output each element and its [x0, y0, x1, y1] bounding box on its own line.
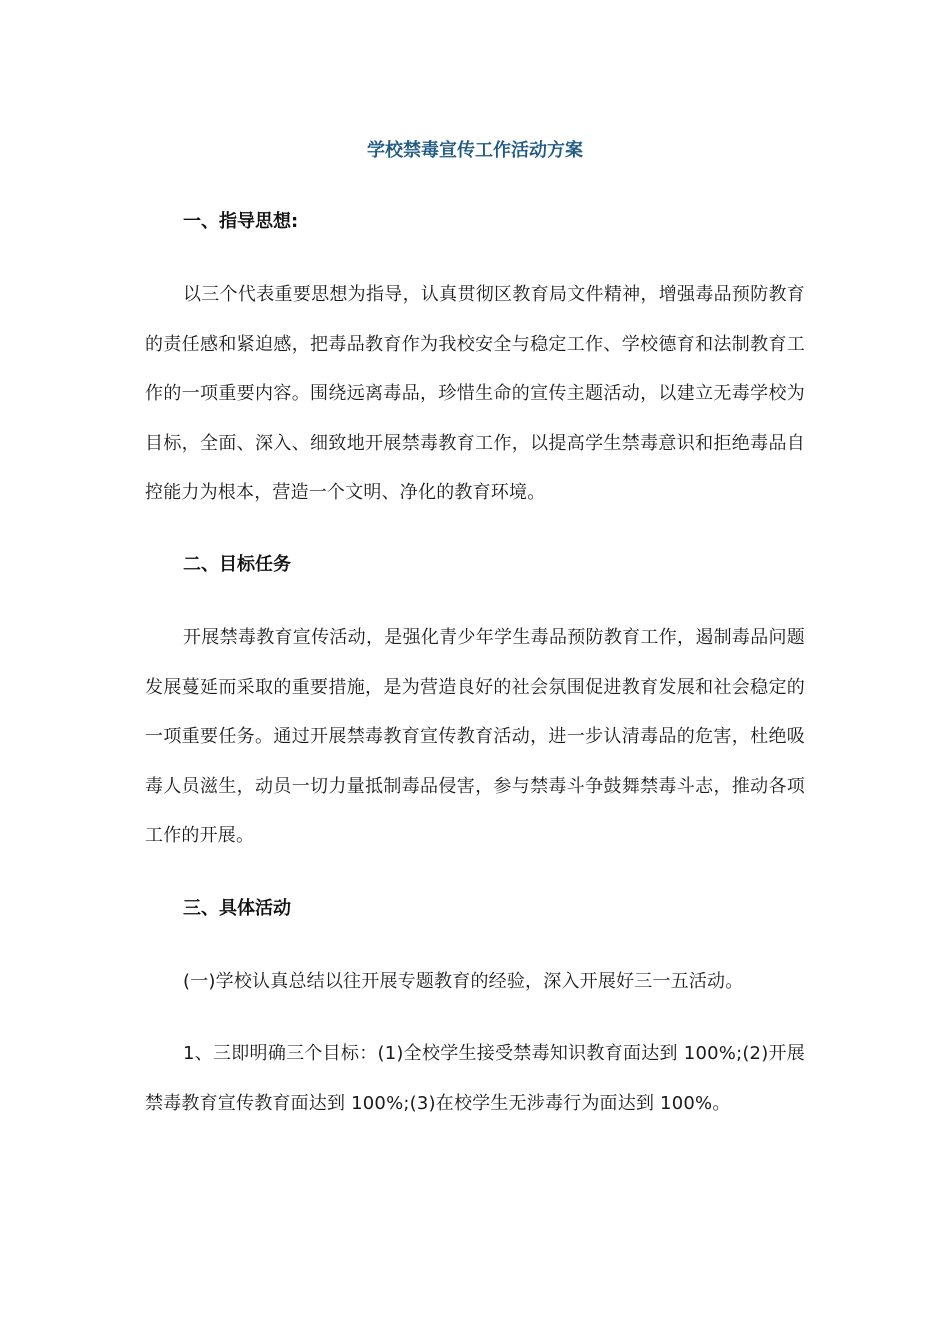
section-paragraph-activities-1: (一)学校认真总结以往开展专题教育的经验，深入开展好三一五活动。: [183, 971, 744, 992]
section-paragraph-goals: 开展禁毒教育宣传活动，是强化青少年学生毒品预防教育工作，遏制毒品问题发展蔓延而采取的重要措施，是为营造良好的社会氛围促进教育发展和社会稳定的一项重要任务。通过开展禁毒教育宣传教育活动，进一步认清毒品的危害，杜绝吸毒人员滋生，动员一切力量抵制毒品侵害，参与禁毒斗争鼓舞禁毒斗志，推动各项工作的开展。: [145, 627, 805, 846]
section-paragraph-activities-2: 1、三即明确三个目标：(1)全校学生接受禁毒知识教育面达到 100%;(2)开展禁毒教育宣传教育面达到 100%;(3)在校学生无涉毒行为面达到 100%。: [145, 1043, 805, 1114]
section-heading-goals: 二、目标任务: [183, 554, 291, 575]
document-title: 学校禁毒宣传工作活动方案: [367, 140, 583, 161]
section-paragraph-guiding-ideology: 以三个代表重要思想为指导，认真贯彻区教育局文件精神，增强毒品预防教育的责任感和紧迫感，把毒品教育作为我校安全与稳定工作、学校德育和法制教育工作的一项重要内容。围绕远离毒品，珍惜生命的宣传主题活动，以建立无毒学校为目标，全面、深入、细致地开展禁毒教育工作，以提高学生禁毒意识和拒绝毒品自控能力为根本，营造一个文明、净化的教育环境。: [145, 284, 805, 503]
section-heading-activities: 三、具体活动: [183, 898, 291, 919]
section-heading-guiding-ideology: 一、指导思想:: [183, 211, 299, 232]
